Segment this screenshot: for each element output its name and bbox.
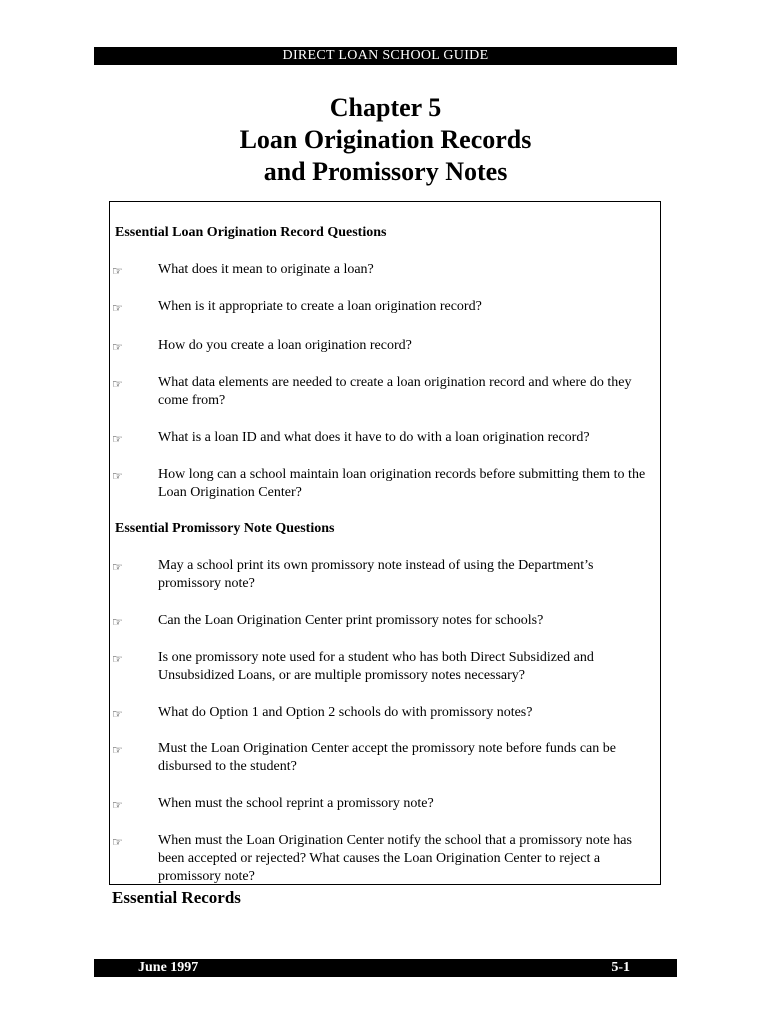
question-text: How long can a school maintain loan origination records before submitting them to the Loan Origination Center?	[158, 467, 646, 500]
pointing-hand-icon: ☞	[112, 560, 123, 574]
chapter-title-line-1: Loan Origination Records	[239, 125, 532, 154]
footer-date: June 1997	[138, 960, 199, 975]
question-text: When is it appropriate to create a loan origination record?	[158, 299, 482, 314]
question-text: What data elements are needed to create a loan origination record and where do they come from?	[158, 375, 632, 408]
chapter-title-line-2: and Promissory Notes	[263, 157, 508, 186]
question-text: Must the Loan Origination Center accept the promissory note before funds can be disbursed to the student?	[158, 741, 616, 774]
running-footer	[94, 959, 677, 977]
question-text: What does it mean to originate a loan?	[158, 262, 374, 277]
running-header	[94, 47, 677, 65]
pointing-hand-icon: ☞	[112, 264, 123, 278]
pointing-hand-icon: ☞	[112, 432, 123, 446]
pointing-hand-icon: ☞	[112, 377, 123, 391]
pointing-hand-icon: ☞	[112, 798, 123, 812]
essential-records-heading: Essential Records	[112, 888, 241, 907]
pointing-hand-icon: ☞	[112, 615, 123, 629]
section-heading-loan-origination: Essential Loan Origination Record Questions	[115, 225, 387, 240]
question-text: What is a loan ID and what does it have to do with a loan origination record?	[158, 430, 590, 445]
running-header-title: DIRECT LOAN SCHOOL GUIDE	[282, 48, 489, 63]
question-text: Can the Loan Origination Center print promissory notes for schools?	[158, 613, 544, 628]
pointing-hand-icon: ☞	[112, 743, 123, 757]
pointing-hand-icon: ☞	[112, 707, 123, 721]
question-text: What do Option 1 and Option 2 schools do with promissory notes?	[158, 705, 533, 720]
pointing-hand-icon: ☞	[112, 301, 123, 315]
pointing-hand-icon: ☞	[112, 835, 123, 849]
question-text: How do you create a loan origination record?	[158, 338, 412, 353]
chapter-number: Chapter 5	[329, 93, 442, 122]
question-text: When must the Loan Origination Center notify the school that a promissory note has been accepted or rejected? What causes the Loan Origination Center to reject a promissory note?	[158, 833, 632, 884]
chapter-title	[94, 92, 677, 188]
question-text: When must the school reprint a promissory note?	[158, 796, 434, 811]
question-text: May a school print its own promissory note instead of using the Department’s promissory note?	[158, 558, 594, 591]
section-heading-promissory-note: Essential Promissory Note Questions	[115, 521, 335, 536]
pointing-hand-icon: ☞	[112, 652, 123, 666]
pointing-hand-icon: ☞	[112, 469, 123, 483]
pointing-hand-icon: ☞	[112, 340, 123, 354]
page-number: 5-1	[611, 960, 630, 975]
question-text: Is one promissory note used for a student who has both Direct Subsidized and Unsubsidized Loans, or are multiple promissory notes necessary?	[158, 650, 594, 683]
